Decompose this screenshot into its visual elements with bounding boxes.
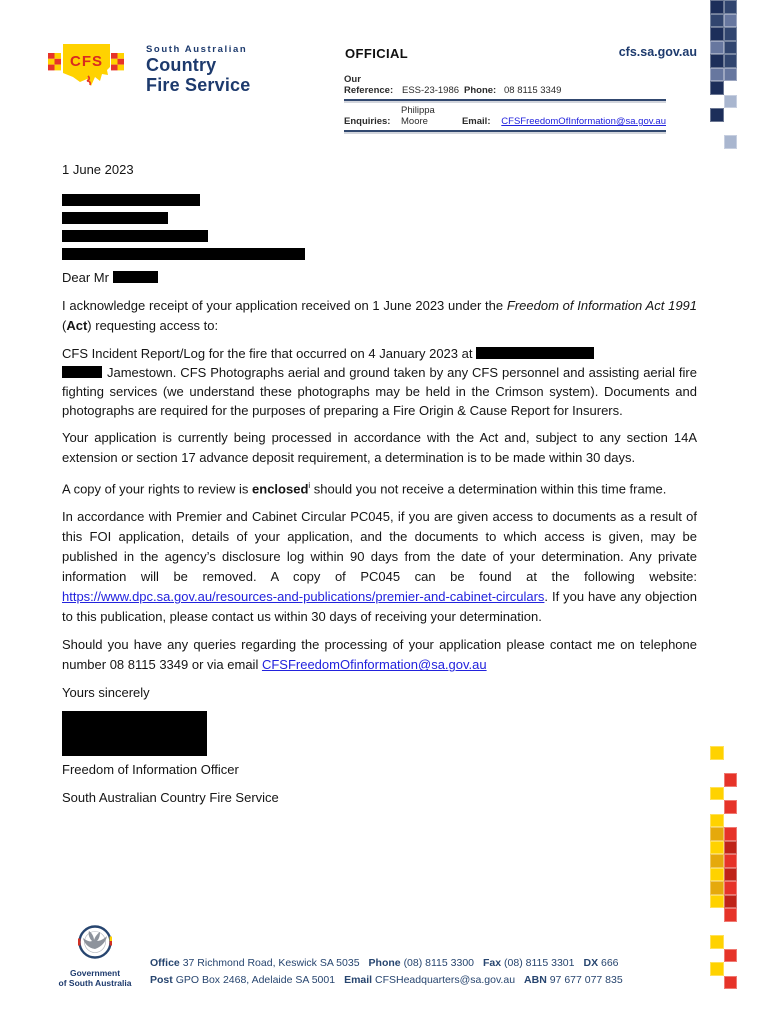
phone-label: Phone: [368, 957, 401, 969]
pc045-link[interactable]: https://www.dpc.sa.gov.au/resources-and-publications/premier-and-cabinet-circulars: [62, 589, 545, 605]
para3-text: A copy of your rights to review is: [62, 481, 253, 497]
phone-value: (08) 8115 3300: [403, 957, 475, 969]
reference-row-enquiries: [344, 101, 666, 132]
checker-square: [724, 949, 738, 963]
website-link[interactable]: cfs.sa.gov.au: [618, 45, 697, 59]
brand-name-line2: Fire Service: [146, 74, 251, 95]
checker-square: [724, 773, 738, 787]
post-value: GPO Box 2468, Adelaide SA 5001: [175, 974, 336, 986]
classification-label: OFFICIAL: [345, 46, 409, 61]
para4-text: . If you have any objection to this publication, please contact us within 30 days of receiving your determination.: [62, 589, 697, 625]
redacted-signature: [62, 711, 207, 756]
checker-square: [710, 841, 724, 855]
checker-square: [724, 68, 738, 82]
checker-square: [724, 135, 738, 149]
footer-line1: [150, 955, 623, 972]
para1-text: ) requesting access to:: [87, 318, 219, 333]
letter-body: [62, 152, 697, 808]
checker-square: [724, 841, 738, 855]
paragraph-queries: [62, 635, 697, 675]
checker-square: [710, 881, 724, 895]
abn-label: ABN: [524, 974, 547, 986]
request-description-block: [62, 344, 697, 420]
checker-square: [710, 827, 724, 841]
checker-square: [724, 976, 738, 990]
cfs-logo: [48, 42, 124, 90]
post-label: Post: [150, 974, 173, 986]
checker-square: [724, 54, 738, 68]
footer-email-label: Email: [344, 974, 373, 986]
office-label: Office: [150, 957, 180, 969]
page-footer: [52, 924, 714, 989]
phone-label: Phone:: [464, 85, 497, 96]
gov-line2: of South Australia: [58, 978, 132, 988]
letter-date: 1 June 2023: [62, 162, 134, 177]
checker-square: [710, 895, 724, 909]
brand-name-line1: Country: [146, 55, 217, 75]
government-crest-icon: [67, 924, 123, 962]
checker-square: [710, 68, 724, 82]
enquiries-label: Enquiries:: [344, 116, 391, 127]
footer-email-value: CFSHeadquarters@sa.gov.au: [375, 974, 516, 986]
checker-square: [710, 81, 724, 95]
paragraph-acknowledgement: [62, 296, 697, 336]
endnote-marker: i: [308, 481, 311, 490]
checker-square: [710, 41, 724, 55]
checker-square: [724, 0, 738, 14]
paragraph-disclosure-log: [62, 507, 697, 627]
para1-text: (: [62, 318, 67, 333]
dx-label: DX: [583, 957, 599, 969]
checker-square: [724, 881, 738, 895]
checker-square: [724, 27, 738, 41]
checker-square: [710, 14, 724, 28]
foi-email-link[interactable]: CFSFreedomOfinformation@sa.gov.au: [261, 657, 487, 673]
logo-right-checker: [111, 53, 124, 70]
salutation-line: [62, 268, 697, 288]
redacted-address-line: [62, 194, 200, 206]
redacted-location: [476, 347, 594, 359]
checker-square: [710, 0, 724, 14]
our-reference-value: ESS-23-1986: [402, 85, 460, 96]
checker-square: [724, 868, 738, 882]
paragraph-processing: Your application is currently being processed in accordance with the Act and, subject to any section 14A extension or section 17 advance deposit requirement, a determination is to be made within 30 days.: [62, 430, 697, 465]
checker-square: [724, 95, 738, 109]
reference-block: [344, 72, 666, 132]
office-value: 37 Richmond Road, Keswick SA 5035: [182, 957, 360, 969]
checker-square: [710, 868, 724, 882]
dx-value: 666: [601, 957, 619, 969]
cfs-logo-graphic: [48, 42, 124, 90]
checker-square: [724, 14, 738, 28]
checker-square: [710, 27, 724, 41]
para5-text: Should you have any queries regarding the processing of your application please contact me on telephone number 08 8115 3349 or via email: [62, 637, 697, 673]
act-title-italic: Freedom of Information Act 1991: [506, 298, 698, 313]
para4-text: In accordance with Premier and Cabinet Circular PC045, if you are given access to documents as a result of this FOI application, details of your application, and the documents to which access is given, may be published in the agency’s disclosure log within 90 days from the date of your determination. Any private information will be removed. A copy of PC045 can be found at the following website:: [62, 509, 697, 585]
gov-line1: Government: [69, 968, 121, 978]
salutation-text: Dear Mr: [62, 270, 109, 285]
checker-square: [724, 895, 738, 909]
enquiries-value: Philippa Moore: [401, 105, 435, 127]
checker-square: [710, 54, 724, 68]
checker-square: [710, 854, 724, 868]
checker-square: [710, 787, 724, 801]
email-label: Email:: [461, 116, 491, 127]
abn-value: 97 677 077 835: [549, 974, 623, 986]
checker-square: [724, 827, 738, 841]
footer-line2: [150, 972, 623, 989]
paragraph-rights-to-review: [62, 476, 697, 499]
redacted-location: [62, 366, 102, 378]
checker-square: [710, 108, 724, 122]
checker-square: [724, 854, 738, 868]
redacted-address-line: [62, 248, 305, 260]
closing-line: Yours sincerely: [62, 685, 150, 701]
cfs-acronym: CFS: [70, 53, 103, 70]
our-reference-label: Our Reference:: [344, 74, 394, 96]
quote-text: Jamestown. CFS Photographs aerial and ground taken by any CFS personnel and assisting aerial fire fighting services (we understand these photographs may be held in the Crimson system). Documents and photographs are required for the purposes of preparing a Fire Origin & Cause Report for Insurers.: [62, 365, 697, 418]
footer-contact-details: [150, 924, 623, 989]
signatory-organisation: South Australian Country Fire Service: [62, 790, 279, 806]
redacted-address-line: [62, 230, 208, 242]
signatory-title: Freedom of Information Officer: [62, 762, 239, 778]
logo-left-checker: [48, 53, 61, 70]
quote-text: CFS Incident Report/Log for the fire that occurred on 4 January 2023 at: [62, 346, 477, 361]
fax-value: (08) 8115 3301: [504, 957, 575, 969]
government-wordmark: [52, 968, 138, 988]
header-email-link[interactable]: CFSFreedomOfInformation@sa.gov.au: [501, 116, 666, 127]
fax-label: Fax: [483, 957, 502, 969]
checker-square: [724, 800, 738, 814]
checker-square: [710, 814, 724, 828]
reference-row-our-reference: [344, 72, 666, 101]
redacted-address-line: [62, 212, 168, 224]
government-crest-block: [52, 924, 138, 988]
checker-square: [724, 908, 738, 922]
phone-value: 08 8115 3349: [504, 85, 562, 96]
act-bold: Act: [66, 318, 88, 333]
checker-square: [710, 746, 724, 760]
brand-region: South Australian: [146, 44, 248, 55]
enclosed-bold: enclosed: [252, 481, 309, 497]
para3-text: should you not receive a determination within this time frame.: [310, 481, 667, 497]
redacted-name: [113, 271, 158, 283]
redacted-address-block: [62, 194, 697, 260]
brand-text: [146, 44, 250, 94]
para1-text: I acknowledge receipt of your application received on 1 June 2023 under the: [62, 298, 507, 313]
checker-square: [724, 41, 738, 55]
